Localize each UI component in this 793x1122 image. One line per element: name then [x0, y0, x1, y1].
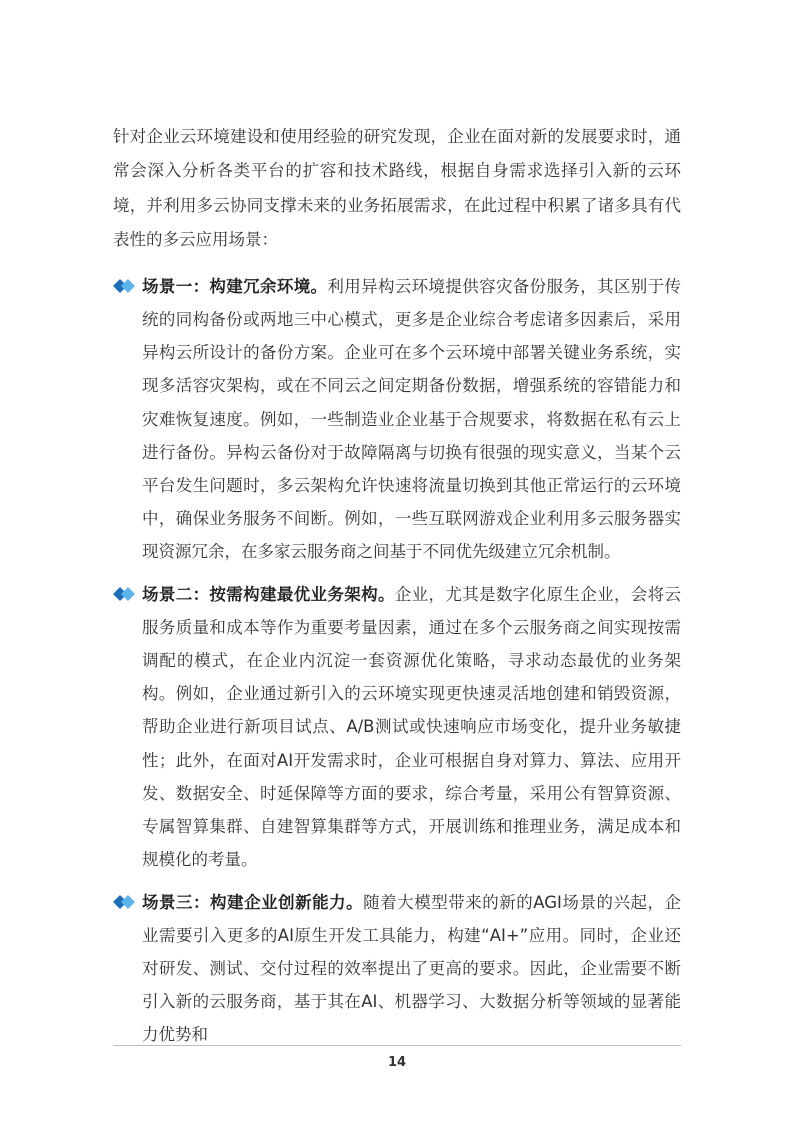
page-number: 14	[387, 1055, 407, 1070]
scenario-3-title: 场景三：构建企业创新能力。	[142, 892, 364, 912]
scenario-1	[113, 270, 681, 568]
scenario-1-title: 场景一：构建冗余环境。	[142, 277, 328, 297]
page-content	[113, 120, 681, 1061]
scenario-2-title: 场景二：按需构建最优业务架构。	[142, 585, 395, 605]
diamond-bullet-icon	[113, 894, 135, 910]
diamond-bullet-icon	[113, 586, 135, 602]
footer-divider	[113, 1045, 681, 1046]
scenario-3-body: 随着大模型带来的新的AGI场景的兴起，企业需要引入更多的AI原生开发工具能力，构建“AI+”应用。同时，企业还对研发、测试、交付过程的效率提出了更高的要求。因此，企业需要不断引入新的云服务商，基于其在AI、机器学习、大数据分析等领域的显著能力优势和	[142, 892, 682, 1045]
scenario-2	[113, 578, 681, 876]
scenario-3	[113, 886, 681, 1051]
intro-paragraph: 针对企业云环境建设和使用经验的研究发现，企业在面对新的发展要求时，通常会深入分析各类平台的扩容和技术路线，根据自身需求选择引入新的云环境，并利用多云协同支撑未来的业务拓展需求，在此过程中积累了诸多具有代表性的多云应用场景：	[113, 127, 681, 249]
scenario-2-body: 企业，尤其是数字化原生企业，会将云服务质量和成本等作为重要考量因素，通过在多个云服务商之间实现按需调配的模式，在企业内沉淀一套资源优化策略，寻求动态最优的业务架构。例如，企业通过新引入的云环境实现更快速灵活地创建和销毁资源，帮助企业进行新项目试点、A/B测试或快速响应市场变化，提升业务敏捷性；此外，在面对AI开发需求时，企业可根据自身对算力、算法、应用开发、数据安全、时延保障等方面的要求，综合考量，采用公有智算资源、专属智算集群、自建智算集群等方式，开展训练和推理业务，满足成本和规模化的考量。	[142, 585, 682, 869]
scenario-1-body: 利用异构云环境提供容灾备份服务，其区别于传统的同构备份或两地三中心模式，更多是企业综合考虑诸多因素后，采用异构云所设计的备份方案。企业可在多个云环境中部署关键业务系统，实现多活容灾架构，或在不同云之间定期备份数据，增强系统的容错能力和灾难恢复速度。例如，一些制造业企业基于合规要求，将数据在私有云上进行备份。异构云备份对于故障隔离与切换有很强的现实意义，当某个云平台发生问题时，多云架构允许快速将流量切换到其他正常运行的云环境中，确保业务服务不间断。例如，一些互联网游戏企业利用多云服务器实现资源冗余，在多家云服务商之间基于不同优先级建立冗余机制。	[142, 277, 682, 561]
diamond-bullet-icon	[113, 278, 135, 294]
